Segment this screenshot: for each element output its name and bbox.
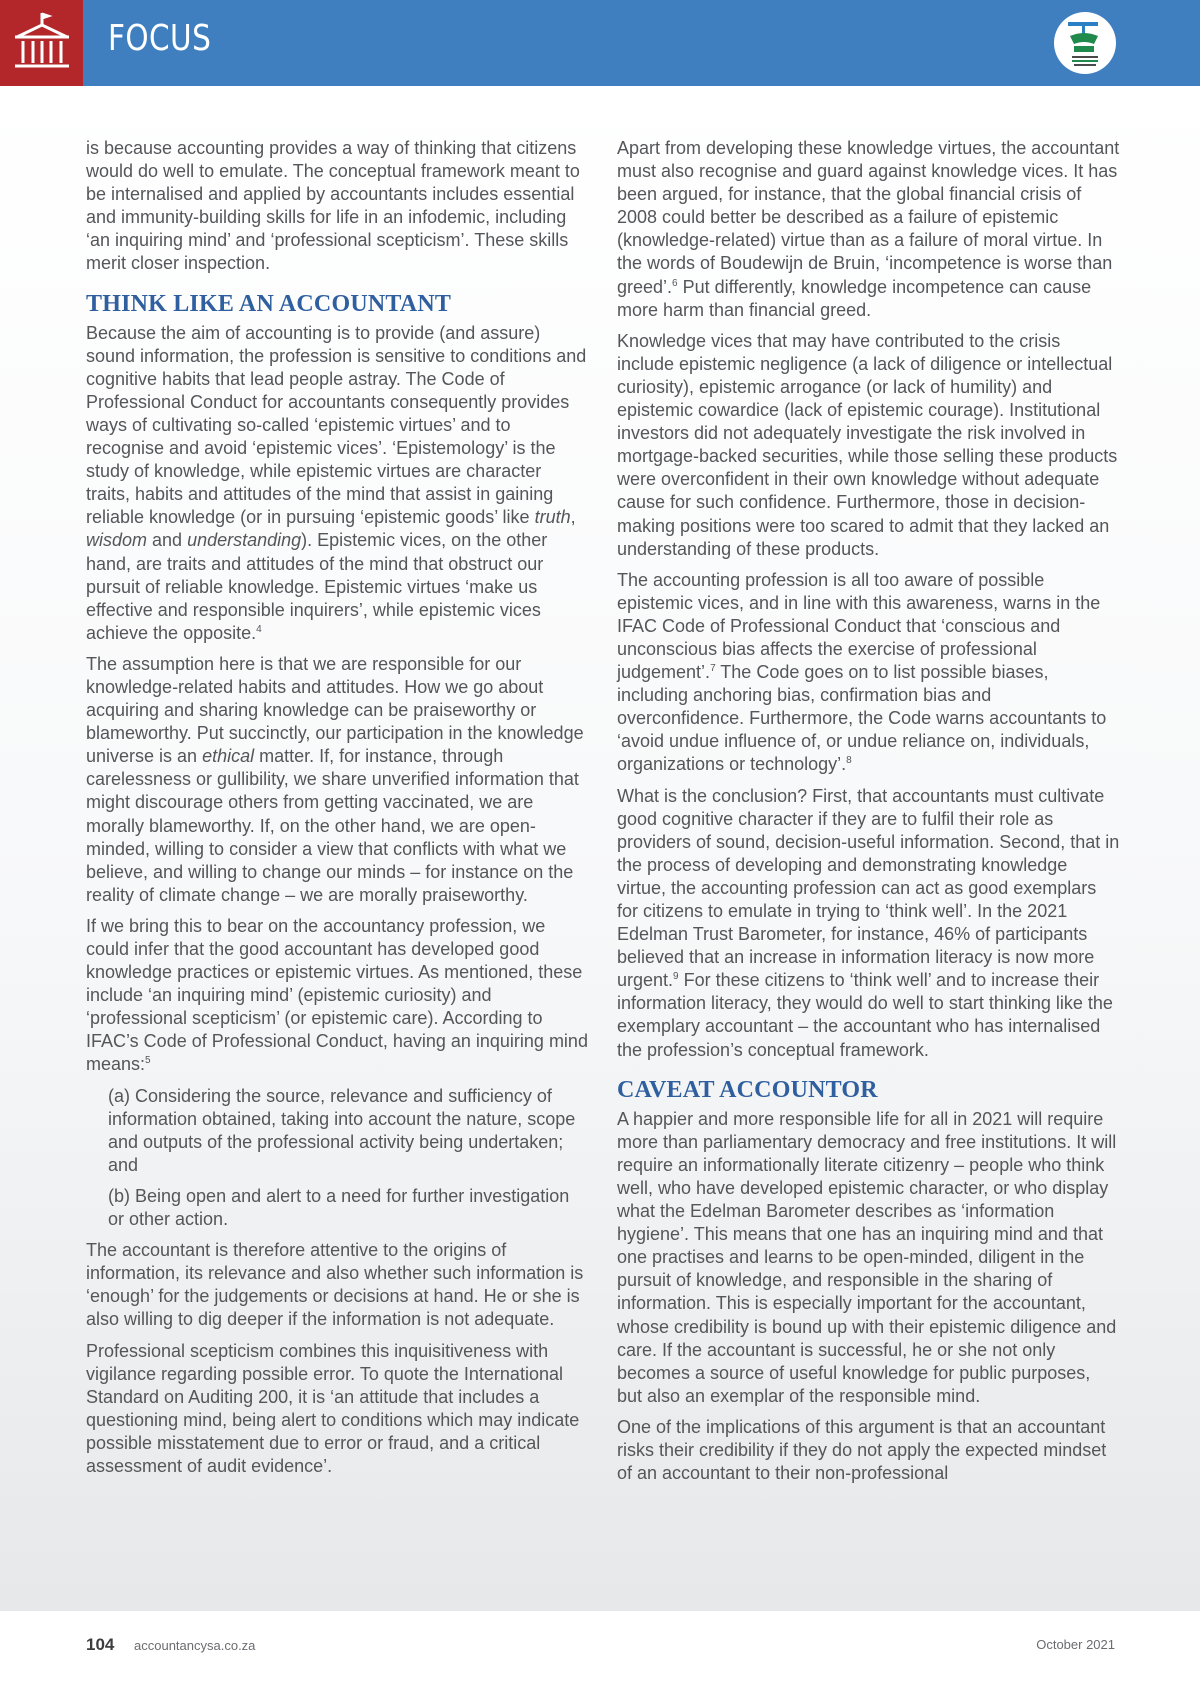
text-run: , bbox=[570, 507, 576, 528]
header-bar bbox=[0, 0, 1200, 86]
section-title: FOCUS bbox=[108, 18, 212, 59]
text-run: For these citizens to ‘think well’ and to increase their information literacy, they would do well to start thinking like the exemplary accountant – the accountant who has internalised the profession’s conceptual framework. bbox=[617, 970, 1113, 1060]
paragraph bbox=[86, 322, 589, 645]
edelman-trust-logo bbox=[1054, 12, 1116, 74]
paragraph bbox=[617, 137, 1120, 322]
italic-term: ethical bbox=[202, 746, 255, 767]
text-run: The assumption here is that we are responsible for our knowledge-related habits and attitudes. How we go about acquiring and sharing knowledge can be praiseworthy or blameworthy. Put succinctly, our participation in the knowledge universe is an bbox=[86, 653, 584, 767]
section-badge bbox=[0, 0, 83, 86]
paragraph: is because accounting provides a way of thinking that citizens would do well to emulate. The conceptual framework meant to be internalised and applied by accountants includes essential and immunity-building skills for life in an infodemic, including ‘an inquiring mind’ and ‘professional scepticism’. These skills merit closer inspection. bbox=[86, 138, 580, 274]
text-run: What is the conclusion? First, that accountants must cultivate good cognitive character if they are to fulfil their role as providers of sound, decision-useful information. Second, that in the process of developing and demonstrating knowledge virtue, the accounting profession can act as good exemplars for citizens to emulate in trying to ‘think well’. In the 2021 Edelman Trust Barometer, for instance, 46% of participants believed that an increase in information literacy is now more urgent. bbox=[617, 785, 1120, 991]
text-run: Because the aim of accounting is to provide (and assure) sound information, the profession is sensitive to conditions and cognitive habits that lead people astray. The Code of Professional Conduct for accountants consequently provides ways of cultivating so-called ‘epistemic virtues’ and to recognise and avoid ‘epistemic vices’. ‘Epistemology’ is the study of knowledge, while epistemic virtues are character traits, habits and attitudes of the mind that assist in gaining reliable knowledge (or in pursuing ‘epistemic goods’ like bbox=[86, 322, 587, 528]
text-run: The accounting profession is all too aware of possible epistemic vices, and in line with this awareness, warns in the IFAC Code of Professional Conduct that ‘conscious and unconscious bias affects the exercise of professional judgement’. bbox=[617, 569, 1101, 683]
paragraph bbox=[86, 653, 589, 907]
italic-term: wisdom bbox=[86, 530, 148, 551]
site-link[interactable]: accountancysa.co.za bbox=[134, 1638, 256, 1653]
footnote-marker: 8 bbox=[846, 755, 852, 767]
left-column bbox=[86, 137, 589, 1486]
issue-date: October 2021 bbox=[1036, 1637, 1115, 1652]
paragraph: Knowledge vices that may have contributed to the crisis include epistemic negligence (a lack of diligence or intellectual curiosity), epistemic arrogance (or lack of humility) and epistemic cowardice (lack of epistemic courage). Institutional investors did not adequately investigate the risk involved in mortgage-backed securities, while those selling these products were overconfident in their own knowledge without adequate cause for such confidence. Furthermore, those in decision-making positions were too scared to admit that they lacked an understanding of these products. bbox=[617, 330, 1118, 559]
text-run: and bbox=[147, 530, 188, 551]
text-run: If we bring this to bear on the accountancy profession, we could infer that the good accountant has developed good knowledge practices or epistemic virtues. As mentioned, these include ‘an inquiring mind’ (epistemic curiosity) and ‘professional scepticism’ (or epistemic care). According to IFAC’s Code of Professional Conduct, having an inquiring mind means: bbox=[86, 915, 588, 1075]
footnote-marker: 4 bbox=[256, 623, 262, 635]
paragraph: Professional scepticism combines this inquisitiveness with vigilance regarding possible error. To quote the International Standard on Auditing 200, it is ‘an attitude that includes a questioning mind, being alert to conditions which may indicate possible misstatement due to error or fraud, and a critical assessment of audit evidence’. bbox=[86, 1340, 580, 1476]
paragraph: A happier and more responsible life for all in 2021 will require more than parliamentary democracy and free institutions. It will require an informationally literate citizenry – people who think well, who have developed epistemic character, or who display what the Edelman Barometer describes as ‘information hygiene’. This means that one has an inquiring mind and that one practises and learns to be open-minded, diligent in the pursuit of knowledge, and responsible in the sharing of information. This is especially important for the accountant, whose credibility is bound up with their epistemic diligence and care. If the accountant is successful, he or she not only becomes a source of useful knowledge for public purposes, but also an exemplar of the responsible mind. bbox=[617, 1108, 1117, 1406]
text-run: Put differently, knowledge incompetence can cause more harm than financial greed. bbox=[617, 276, 1092, 320]
right-column bbox=[617, 137, 1120, 1493]
quote-item-a: (a) Considering the source, relevance and sufficiency of information obtained, taking into account the nature, scope and outputs of the professional activity being undertaken; and bbox=[108, 1085, 576, 1175]
quote-item-b: (b) Being open and alert to a need for further investigation or other action. bbox=[108, 1185, 570, 1230]
paragraph: The accountant is therefore attentive to the origins of information, its relevance and also whether such information is ‘enough’ for the judgements or decisions at hand. He or she is also willing to dig deeper if the information is not adequate. bbox=[86, 1240, 584, 1330]
page-footer bbox=[0, 1611, 1200, 1696]
footnote-marker: 5 bbox=[145, 1055, 151, 1067]
paragraph: One of the implications of this argument is that an accountant risks their credibility if they do not apply the expected mindset of an accountant to their non-professional bbox=[617, 1416, 1107, 1484]
paragraph bbox=[86, 915, 589, 1077]
footnote-marker: 6 bbox=[672, 277, 678, 289]
text-run: matter. If, for instance, through carelessness or gullibility, we share unverified information that might discourage others from getting vaccinated, we are morally blameworthy. If, on the other hand, we are open-minded, willing to consider a view that conflicts with what we believe, and willing to change our minds – for instance on the reality of climate change – we are morally praiseworthy. bbox=[86, 746, 579, 905]
section-heading-think-like-an-accountant: THINK LIKE AN ACCOUNTANT bbox=[86, 290, 452, 317]
footnote-marker: 9 bbox=[673, 971, 679, 983]
footnote-marker: 7 bbox=[710, 663, 716, 675]
paragraph bbox=[617, 785, 1120, 1062]
italic-term: truth bbox=[534, 507, 571, 528]
italic-term: understanding bbox=[187, 530, 302, 551]
paragraph bbox=[617, 569, 1120, 777]
section-heading-caveat-accountor: CAVEAT ACCOUNTOR bbox=[617, 1076, 878, 1103]
text-run: ). Epistemic vices, on the other hand, are traits and attitudes of the mind that obstruct our pursuit of reliable knowledge. Epistemic virtues ‘make us effective and responsible inquirers’, while epistemic vices achieve the opposite. bbox=[86, 530, 548, 643]
page-number: 104 bbox=[86, 1635, 115, 1654]
text-run: The Code goes on to list possible biases, including anchoring bias, confirmation bias and overconfidence. Furthermore, the Code warns accountants to ‘avoid undue influence of, or undue reliance on, individuals, organizations or technology’. bbox=[617, 662, 1107, 775]
text-run: Apart from developing these knowledge virtues, the accountant must also recognise and guard against knowledge vices. It has been argued, for instance, that the global financial crisis of 2008 could better be described as a failure of epistemic (knowledge-related) virtue than as a failure of moral virtue. In the words of Boudewijn de Bruin, ‘incompetence is worse than greed’. bbox=[617, 138, 1120, 297]
